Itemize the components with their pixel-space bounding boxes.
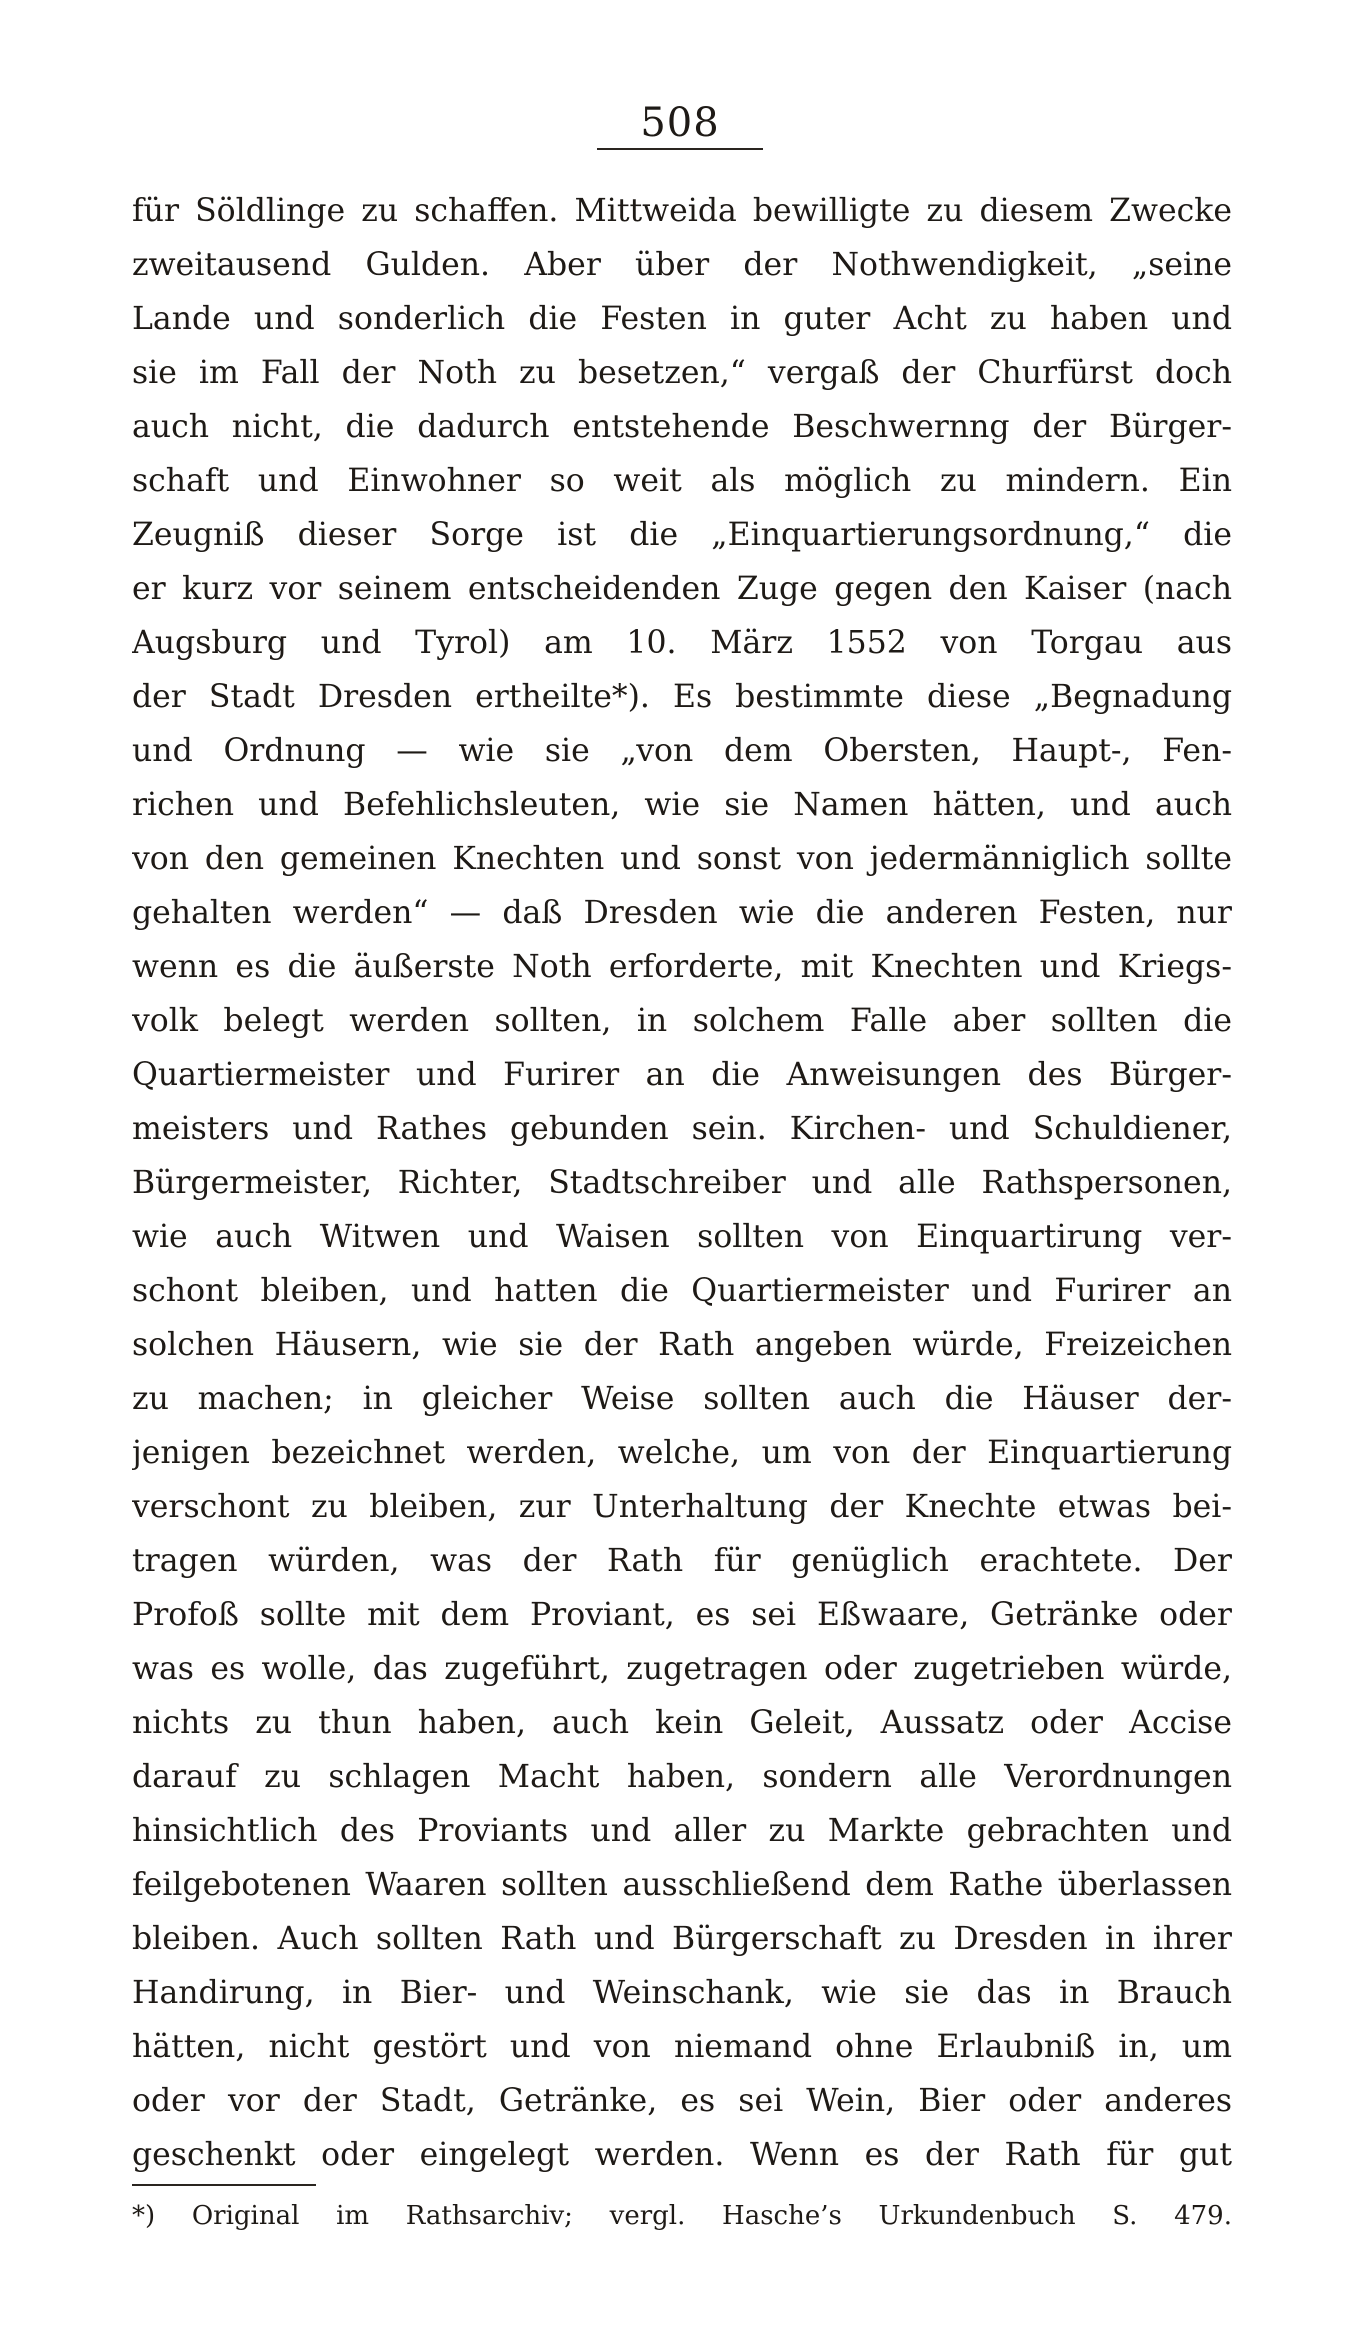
text-line: feilgebotenen Waaren sollten ausschließend dem Rathe überlassen (132, 1867, 1232, 1903)
text-line: auch nicht, die dadurch entstehende Beschwernng der Bürger- (132, 409, 1232, 445)
text-line: gehalten werden“ — daß Dresden wie die anderen Festen, nur (132, 895, 1232, 931)
text-line: richen und Befehlichsleuten, wie sie Namen hätten, und auch (132, 787, 1232, 823)
text-line: hinsichtlich des Proviants und aller zu Markte gebrachten und (132, 1813, 1232, 1849)
text-line: jenigen bezeichnet werden, welche, um von der Einquartierung (132, 1435, 1232, 1471)
text-line: und Ordnung — wie sie „von dem Obersten, Haupt-, Fen- (132, 733, 1232, 769)
text-line: nichts zu thun haben, auch kein Geleit, Aussatz oder Accise (132, 1705, 1232, 1741)
page-number: 508 (640, 100, 720, 146)
text-line: wie auch Witwen und Waisen sollten von Einquartirung ver- (132, 1219, 1232, 1255)
text-line: Bürgermeister, Richter, Stadtschreiber und alle Rathspersonen, (132, 1165, 1232, 1201)
text-line: schaft und Einwohner so weit als möglich zu mindern. Ein (132, 463, 1232, 499)
text-line: volk belegt werden sollten, in solchem Falle aber sollten die (132, 1003, 1232, 1039)
text-line: zu machen; in gleicher Weise sollten auch die Häuser der- (132, 1381, 1232, 1417)
text-line: Quartiermeister und Furirer an die Anweisungen des Bürger- (132, 1057, 1232, 1093)
text-line: bleiben. Auch sollten Rath und Bürgerschaft zu Dresden in ihrer (132, 1921, 1232, 1957)
text-line: Lande und sonderlich die Festen in guter Acht zu haben und (132, 301, 1232, 337)
text-line: für Söldlinge zu schaffen. Mittweida bewilligte zu diesem Zwecke (132, 193, 1232, 229)
text-line: wenn es die äußerste Noth erforderte, mit Knechten und Kriegs- (132, 949, 1232, 985)
text-line: Augsburg und Tyrol) am 10. März 1552 von Torgau aus (132, 625, 1232, 661)
text-line: hätten, nicht gestört und von niemand ohne Erlaubniß in, um (132, 2029, 1232, 2065)
text-line: Profoß sollte mit dem Proviant, es sei Eßwaare, Getränke oder (132, 1597, 1232, 1633)
text-line: schont bleiben, und hatten die Quartiermeister und Furirer an (132, 1273, 1232, 1309)
text-line: der Stadt Dresden ertheilte*). Es bestimmte diese „Begnadung (132, 679, 1232, 715)
text-line: Handirung, in Bier- und Weinschank, wie sie das in Brauch (132, 1975, 1232, 2011)
text-line: solchen Häusern, wie sie der Rath angeben würde, Freizeichen (132, 1327, 1232, 1363)
text-line: sie im Fall der Noth zu besetzen,“ vergaß der Churfürst doch (132, 355, 1232, 391)
text-line: er kurz vor seinem entscheidenden Zuge gegen den Kaiser (nach (132, 571, 1232, 607)
text-line: zweitausend Gulden. Aber über der Nothwendigkeit, „seine (132, 247, 1232, 283)
text-line: von den gemeinen Knechten und sonst von jedermänniglich sollte (132, 841, 1232, 877)
header-rule (597, 148, 763, 150)
footnote: *) Original im Rathsarchiv; vergl. Hasche’s Urkundenbuch S. 479. (132, 2201, 1232, 2231)
text-line: was es wolle, das zugeführt, zugetragen oder zugetrieben würde, (132, 1651, 1232, 1687)
text-line: verschont zu bleiben, zur Unterhaltung der Knechte etwas bei- (132, 1489, 1232, 1525)
text-line: darauf zu schlagen Macht haben, sondern alle Verordnungen (132, 1759, 1232, 1795)
text-line: Zeugniß dieser Sorge ist die „Einquartierungsordnung,“ die (132, 517, 1232, 553)
body-text (132, 184, 1232, 2182)
text-line: meisters und Rathes gebunden sein. Kirchen- und Schuldiener, (132, 1111, 1232, 1147)
text-line: tragen würden, was der Rath für genüglich erachtete. Der (132, 1543, 1232, 1579)
footnote-rule (132, 2184, 316, 2186)
text-line: geschenkt oder eingelegt werden. Wenn es der Rath für gut (132, 2137, 1232, 2173)
text-line: oder vor der Stadt, Getränke, es sei Wein, Bier oder anderes (132, 2083, 1232, 2119)
